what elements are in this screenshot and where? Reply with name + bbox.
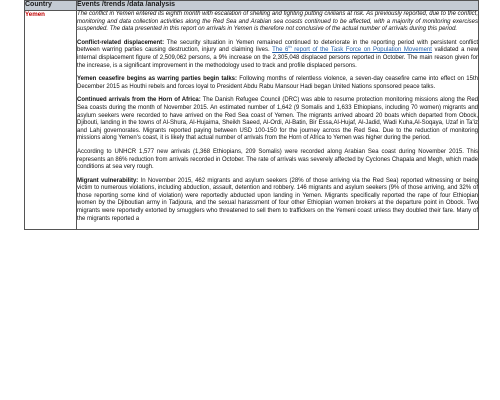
displacement-heading: Conflict-related displacement: [77, 39, 165, 46]
ceasefire-heading: Yemen ceasefire begins as warring parties begin talks: [77, 76, 237, 83]
ceasefire-text: Following months of relentless violence, a seven-day ceasefire came into effect on 15th December 2015 as Houthi rebels and forces loyal to President Abdu Rabu Mansour Hadi began United Nations sponsored peace talks. [77, 76, 478, 90]
country-cell: Yemen [25, 11, 77, 230]
events-cell [77, 11, 479, 230]
arrivals-text: The Danish Refugee Council (DRC) was able to resume protection monitoring missions along the Red Sea coasts during the month of November 2015. An estimated number of 1,642 (9 Somalis and 1,633 Ethiopians, including 70 women) migrants and asylum seekers were recorded to have arrived on the Red Sea coast of Yemen. The migrants arrived aboard 20 boats which departed from Obock, Djibouti, landing in the towns of Al-Shura, Al-Hujaima, Sheikh Saeed, Al-Ordi, Al-Batin, Bir Essa,Al-Hujaf, Al-Jadid, Wadi Kuha,Al-Soqaya, Uzaf in Ta'iz and Lahj governorates. Migrants reported paying between USD 100-150 for the journey across the Red Sea. Due to the reduction of monitoring missions along Yemen's coast, it is likely that actual number of arrivals from the Horn of Africa to Yemen was higher during the period. [77, 97, 478, 142]
events-table [24, 0, 479, 230]
events-column-header: Events /trends /data /analysis [77, 1, 479, 11]
task-force-link-text-b: report of the Task Force on Population Movement [291, 47, 432, 54]
country-column-header: Country [25, 1, 77, 11]
table-row [25, 11, 479, 230]
vulnerability-paragraph [77, 178, 478, 224]
vulnerability-heading: Migrant vulnerability: [77, 177, 139, 184]
task-force-link-sup: th [288, 44, 292, 50]
displacement-text-b: validated a new internal displacement figure of 2,509,062 persons, a 9% increase on the 2,305,048 displaced persons reported in October. The main reason given for the increase, is a significant improvement in the methodology used to track and profile displaced persons. [77, 47, 478, 69]
arrivals-heading: Continued arrivals from the Horn of Africa: [77, 97, 201, 104]
task-force-link-text-a: The 6 [272, 47, 289, 54]
intro-paragraph: The conflict in Yemen entered its eighth month with escalation of shelling and fighting putting civilians at risk. As previously reported, due to the conflict, monitoring and data collection activities along the Red Sea and Arabian sea coasts continued to be affected, with a majority of monitoring exercises suspended. The data presented in this report on arrivals in Yemen is therefore not conclusive of the actual number of arrivals during this period. [77, 11, 478, 33]
arrivals-paragraph [77, 97, 478, 143]
table-header-row [25, 1, 479, 11]
displacement-paragraph [77, 40, 478, 70]
task-force-report-link[interactable] [272, 44, 432, 54]
vulnerability-text: In November 2015, 462 migrants and asylum seekers (28% of those arriving via the Red Sea) reported witnessing or being victim to numerous violations, including abduction, assault, detention and robbery. 146 migrants and asylum seekers (9% of those arriving, and 32% of those reporting some kind of violation) were reportedly abducted upon landing in Yemen. Migrants specifically reported the rape of four Ethiopian women by the Djiboutian army in Tadjoura, and the sexual harassment of four other Ethiopian women brokers at the departure point in Obock. Two migrants were reportedly extorted by smugglers who threatened to sell them to traffickers on the Yemeni coast unless they doubled their fare. Many of the migrants reported a [77, 177, 478, 222]
unhcr-paragraph: According to UNHCR 1,577 new arrivals (1,368 Ethiopians, 209 Somalis) were recorded along Arabian Sea coast during November 2015. This represents an 86% reduction from arrivals recorded in October. The rate of arrivals was severely affected by Cyclones Chapala and Megh, which made conditions at sea very rough. [77, 148, 478, 171]
ceasefire-paragraph [77, 76, 478, 91]
displacement-text-a: The security situation in Yemen remained continued to deteriorate in the reporting period with persistent conflict between warring parties causing destruction, injury and claiming lives. [77, 39, 478, 54]
